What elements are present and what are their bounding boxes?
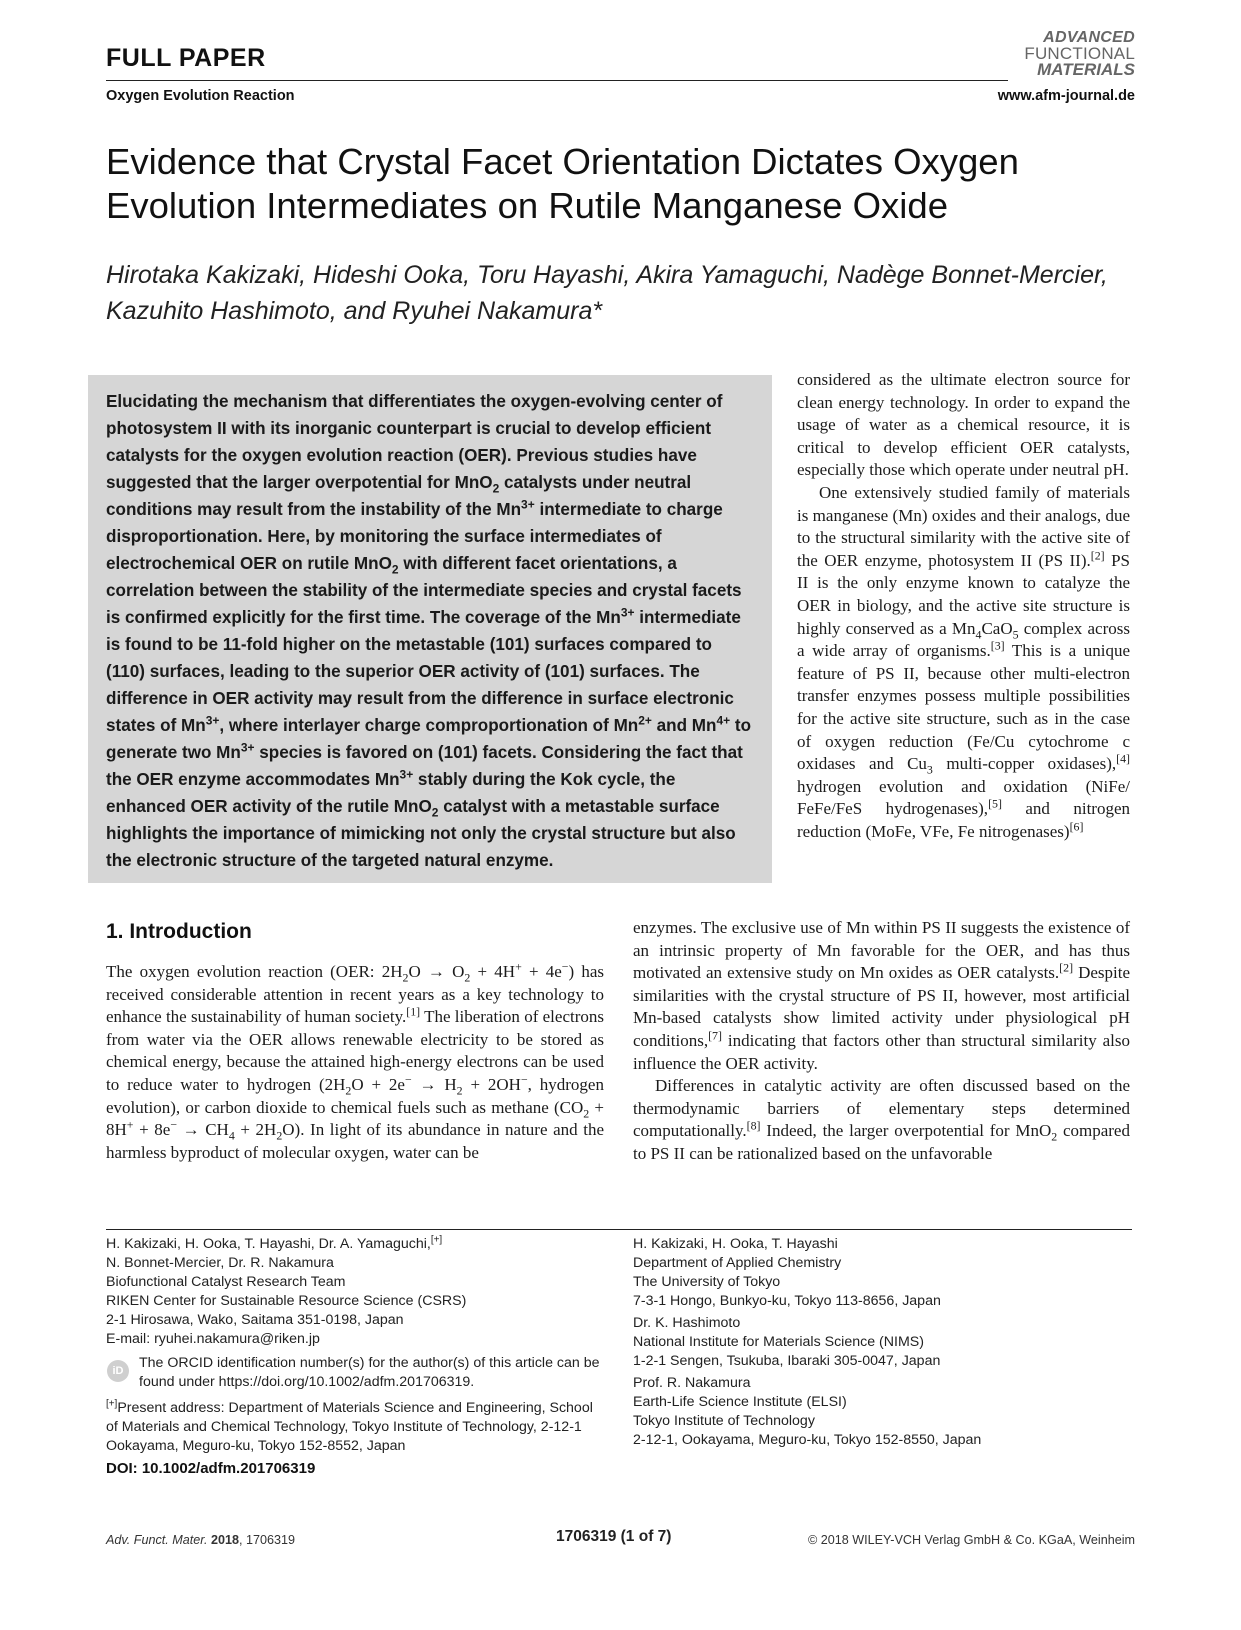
abstract-text: Elucidating the mechanism that differentiates the oxygen-evolving center of photosystem II with its inorganic counterpart is crucial to develop efficient catalysts for the oxygen evolution reaction (OER). Previous studies have suggested that the larger overpotential for MnO$_2$ catalysts under neutral conditions may result from the instability of the $Mn^{3+}$ intermediate to charge disproportionation. Here, by monitoring the surface intermediates of electrochemical OER on rutile MnO$_2$ with different facet orientations, a correlation between the stability of the intermediate species and crystal facets is confirmed explicitly for the first time. The coverage of the $Mn^{3+}$ intermediate is found to be 11-fold higher on the metastable (101) surfaces compared to (110) surfaces, leading to the superior OER activity of (101) surfaces. The difference in OER activity may result from the difference in surface electronic states of $Mn^{3+}$, where interlayer charge comproportionation of $Mn^{2+}$ and $Mn^{4+}$ to generate two $Mn^{3+}$ species is favored on (101) facets. Considering the fact that the OER enzyme accommodates $Mn^{3+}$ stably during the Kok cycle, the enhanced OER activity of the rutile MnO$_2$ catalyst with a metastable surface highlights the importance of mimicking not only the crystal structure but also the electronic structure of the targeted natural enzyme. — [106, 392, 752, 870]
citation[interactable]: [3] — [990, 638, 1005, 653]
journal-url[interactable]: www.afm-journal.de — [997, 88, 1135, 104]
citation[interactable]: [4] — [1116, 751, 1130, 766]
orcid-icon: iD — [107, 1360, 129, 1382]
citation[interactable]: [8] — [746, 1118, 761, 1133]
paragraph: enzymes. The exclusive use of Mn within PS II suggests the existence of an intrinsic property of Mn favorable for the OER, and has thus motivated an extensive study on Mn oxides as OER catalysts.[2] Despite similarities with the crystal structure of PS II, however, most artificial Mn-based catalysts show limited activity under physiological pH conditions,[7] indicating that factors other than structural similarity also influence the OER activity. — [633, 918, 1130, 1073]
author-line-1: Hirotaka Kakizaki, Hideshi Ooka, Toru Hayashi, Akira Yamaguchi, Nadège Bonnet-Mercier, — [106, 261, 1108, 289]
article-title: Evidence that Crystal Facet Orientation Dictates Oxygen Evolution Intermediates on Rutile Manganese Oxide — [106, 141, 1019, 226]
email-link[interactable]: E-mail: ryuhei.nakamura@riken.jp — [106, 1331, 320, 1347]
affiliation-group: Dr. K. Hashimoto National Institute for Materials Science (NIMS) 1-2-1 Sengen, Tsukuba, Ibaraki 305-0047, Japan — [633, 1315, 941, 1369]
citation[interactable]: [6] — [1069, 819, 1084, 834]
citation[interactable]: [5] — [988, 796, 1002, 811]
orcid-note: The ORCID identification number(s) for the author(s) of this article can be found under https://doi.org/10.1002/adfm.201706319. — [139, 1355, 600, 1390]
header-rule — [106, 80, 1008, 81]
logo-line-3: MATERIALS — [1037, 60, 1135, 79]
author-list — [106, 257, 1146, 329]
author-line-2: Kazuhito Hashimoto, and Ryuhei Nakamura* — [106, 297, 603, 325]
body-column-right-narrow — [797, 369, 1130, 843]
citation[interactable]: [1] — [406, 1004, 421, 1019]
doi-link[interactable]: DOI: 10.1002/adfm.201706319 — [106, 1460, 316, 1477]
present-address: [+]Present address: Department of Materials Science and Engineering, School of Materials and Chemical Technology, Tokyo Institute of Technology, 2-12-1 Ookayama, Meguro-ku, Tokyo 152-8552, Japan — [106, 1398, 593, 1454]
affiliations-right — [633, 1235, 1130, 1453]
citation[interactable]: [2] — [1059, 960, 1074, 975]
paragraph: One extensively studied family of materials is manganese (Mn) oxides and their analogs, due to the structural similarity with the active site of the OER enzyme, photosystem II (PS II).[2] PS II is the only enzyme known to catalyze the OER in biology, and the active site structure is highly conserved as a $Mn_4CaO_5$ complex across a wide array of organisms.[3] This is a unique feature of PS II, because other multi-electron transfer enzymes possess multiple possibilities for the active site structure, such as in the case of oxygen reduction (Fe/Cu cytochrome c oxidases and $Cu_3$ multi-copper oxidases),[4] hydrogen evolution and oxidation (NiFe/ FeFe/FeS hydrogenases),[5] and nitrogen reduction (MoFe, VFe, Fe nitrogenases)[6] — [797, 482, 1131, 841]
body-column-left — [106, 961, 604, 1164]
citation[interactable]: [7] — [708, 1028, 722, 1043]
paragraph: considered as the ultimate electron source for clean energy technology. In order to expand the usage of water as a chemical resource, it is critical to develop efficient OER catalysts, especially those which operate under neutral pH. — [797, 370, 1130, 480]
logo-line-2: FUNCTIONAL — [1024, 44, 1135, 63]
copyright: © 2018 WILEY-VCH Verlag GmbH & Co. KGaA, Weinheim — [807, 1533, 1135, 1547]
body-column-right-wide — [633, 917, 1130, 1166]
section-heading: 1. Introduction — [106, 920, 252, 943]
journal-logo — [995, 30, 1135, 78]
affiliation-group: Prof. R. Nakamura Earth-Life Science Institute (ELSI) Tokyo Institute of Technology 2-12-1, Ookayama, Meguro-ku, Tokyo 152-8550, Japan — [633, 1375, 982, 1448]
paragraph: The oxygen evolution reaction (OER: $2H_2O \to O_2 + 4H^+ + 4e^-$) has received considerable attention in recent years as a key technology to enhance the sustainability of human society.[1] The liberation of electrons from water via the OER allows renewable electricity to be stored as chemical energy, because the attained high-energy electrons can be used to reduce water to hydrogen ($2H_2O + 2e^- \to H_2 + 2OH^-$, hydrogen evolution), or carbon dioxide to chemical fuels such as methane $(CO_2 + 8H^+ + 8e^- \to CH_4 + 2H_2O)$. In light of its abundance in nature and the harmless byproduct of molecular oxygen, water can be — [106, 959, 605, 1162]
paragraph: Differences in catalytic activity are often discussed based on the thermodynamic barriers of elementary steps determined computationally.[8] Indeed, the larger overpotential for MnO$_2$ compared to PS II can be rationalized based on the unfavorable — [633, 1076, 1130, 1163]
logo-line-1: ADVANCED — [1043, 29, 1135, 46]
section-label: FULL PAPER — [106, 44, 266, 72]
citation[interactable]: [2] — [1090, 548, 1105, 563]
footer-citation: Adv. Funct. Mater. 2018, 1706319 — [106, 1533, 296, 1547]
affiliation-group: H. Kakizaki, H. Ooka, T. Hayashi Department of Applied Chemistry The University of Tokyo 7-3-1 Hongo, Bunkyo-ku, Tokyo 113-8656, Japan — [633, 1236, 941, 1309]
affiliation-rule — [106, 1229, 1132, 1230]
affiliations-left: H. Kakizaki, H. Ooka, T. Hayashi, Dr. A. Yamaguchi,[+] N. Bonnet-Mercier, Dr. R. Nakamura Biofunctional Catalyst Research Team RIKEN Center for Sustainable Resource Science (CSRS) 2-1 Hirosawa, Wako, Saitama 351-0198, Japan E-mail: ryuhei.nakamura@riken.jp — [106, 1235, 606, 1349]
topic-label: Oxygen Evolution Reaction — [106, 88, 295, 104]
page-number: 1706319 (1 of 7) — [556, 1528, 672, 1545]
